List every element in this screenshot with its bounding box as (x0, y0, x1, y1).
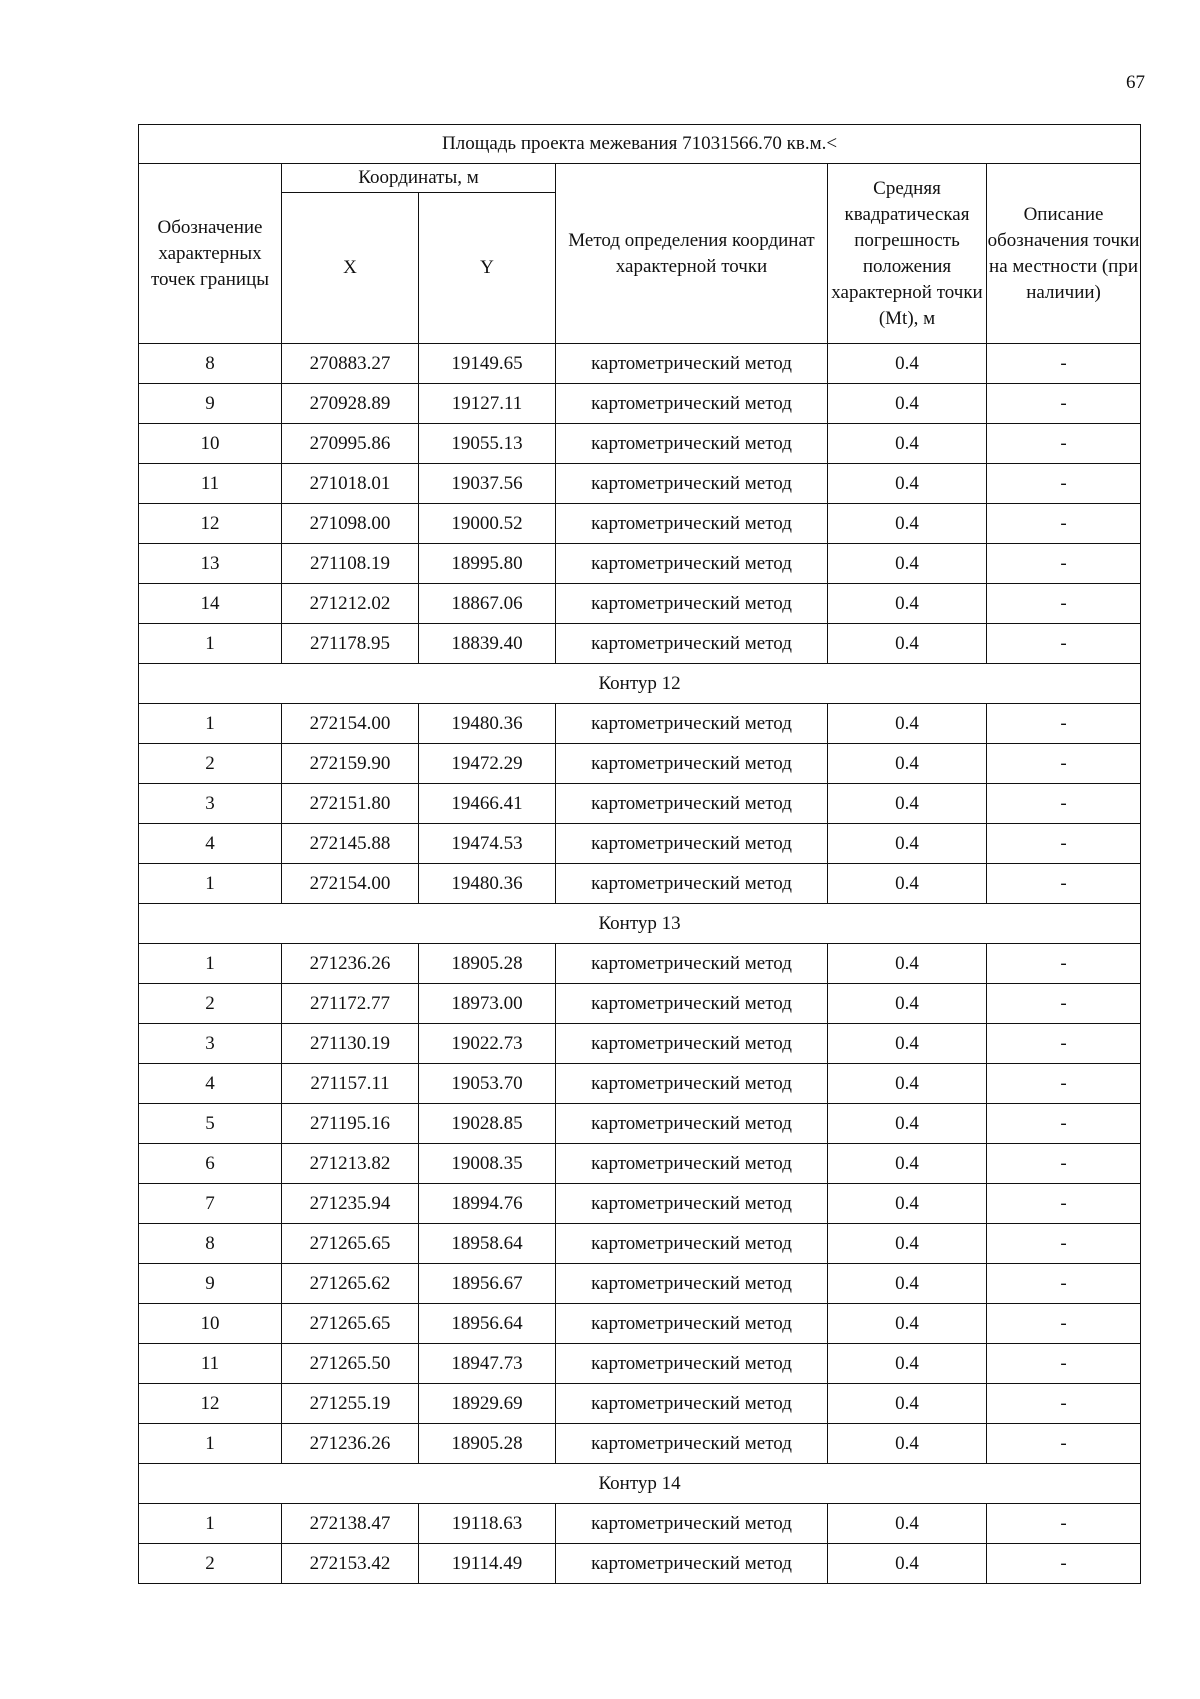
contour-label: Контур 13 (139, 904, 1141, 944)
table-row (139, 1264, 1141, 1304)
method-cell: картометрический метод (556, 1544, 828, 1584)
description-cell: - (987, 1104, 1141, 1144)
description-cell: - (987, 544, 1141, 584)
table-row (139, 344, 1141, 384)
x-coordinate-cell: 272159.90 (282, 744, 419, 784)
method-cell: картометрический метод (556, 824, 828, 864)
error-cell: 0.4 (828, 1424, 987, 1464)
table-row (139, 784, 1141, 824)
table-row (139, 504, 1141, 544)
description-cell: - (987, 624, 1141, 664)
table-row (139, 744, 1141, 784)
x-coordinate-cell: 271098.00 (282, 504, 419, 544)
table-row (139, 1504, 1141, 1544)
x-coordinate-cell: 271235.94 (282, 1184, 419, 1224)
point-number-cell: 9 (139, 384, 282, 424)
method-cell: картометрический метод (556, 944, 828, 984)
table-row (139, 624, 1141, 664)
y-coordinate-cell: 18905.28 (419, 944, 556, 984)
table-row (139, 544, 1141, 584)
point-number-cell: 14 (139, 584, 282, 624)
description-cell: - (987, 864, 1141, 904)
x-coordinate-cell: 271255.19 (282, 1384, 419, 1424)
x-coordinate-cell: 271108.19 (282, 544, 419, 584)
error-cell: 0.4 (828, 544, 987, 584)
x-coordinate-cell: 272138.47 (282, 1504, 419, 1544)
description-cell: - (987, 1344, 1141, 1384)
method-cell: картометрический метод (556, 584, 828, 624)
method-cell: картометрический метод (556, 624, 828, 664)
point-number-cell: 2 (139, 744, 282, 784)
error-cell: 0.4 (828, 1384, 987, 1424)
description-cell: - (987, 824, 1141, 864)
error-cell: 0.4 (828, 1304, 987, 1344)
table-row (139, 384, 1141, 424)
point-number-cell: 8 (139, 344, 282, 384)
point-number-cell: 3 (139, 1024, 282, 1064)
x-coordinate-cell: 271265.50 (282, 1344, 419, 1384)
method-cell: картометрический метод (556, 1144, 828, 1184)
description-cell: - (987, 1544, 1141, 1584)
method-cell: картометрический метод (556, 704, 828, 744)
error-cell: 0.4 (828, 1344, 987, 1384)
contour-label: Контур 14 (139, 1464, 1141, 1504)
y-coordinate-cell: 19149.65 (419, 344, 556, 384)
method-cell: картометрический метод (556, 1384, 828, 1424)
y-coordinate-cell: 19118.63 (419, 1504, 556, 1544)
description-cell: - (987, 1384, 1141, 1424)
y-coordinate-cell: 18995.80 (419, 544, 556, 584)
method-cell: картометрический метод (556, 784, 828, 824)
method-cell: картометрический метод (556, 544, 828, 584)
point-number-cell: 1 (139, 944, 282, 984)
y-coordinate-cell: 18867.06 (419, 584, 556, 624)
error-cell: 0.4 (828, 1184, 987, 1224)
description-cell: - (987, 384, 1141, 424)
method-cell: картометрический метод (556, 1504, 828, 1544)
x-coordinate-cell: 272151.80 (282, 784, 419, 824)
point-number-cell: 12 (139, 1384, 282, 1424)
x-coordinate-cell: 270928.89 (282, 384, 419, 424)
header-x: X (282, 193, 419, 344)
error-cell: 0.4 (828, 704, 987, 744)
y-coordinate-cell: 19000.52 (419, 504, 556, 544)
description-cell: - (987, 1144, 1141, 1184)
x-coordinate-cell: 271213.82 (282, 1144, 419, 1184)
error-cell: 0.4 (828, 1544, 987, 1584)
point-number-cell: 3 (139, 784, 282, 824)
error-cell: 0.4 (828, 1504, 987, 1544)
x-coordinate-cell: 272154.00 (282, 864, 419, 904)
y-coordinate-cell: 19127.11 (419, 384, 556, 424)
description-cell: - (987, 464, 1141, 504)
x-coordinate-cell: 271157.11 (282, 1064, 419, 1104)
y-coordinate-cell: 19053.70 (419, 1064, 556, 1104)
description-cell: - (987, 1224, 1141, 1264)
table-row (139, 1184, 1141, 1224)
table-row (139, 864, 1141, 904)
y-coordinate-cell: 19008.35 (419, 1144, 556, 1184)
x-coordinate-cell: 272145.88 (282, 824, 419, 864)
point-number-cell: 7 (139, 1184, 282, 1224)
header-error: Средняя квадратическая погрешность положения характерной точки (Mt), м (828, 164, 987, 344)
description-cell: - (987, 344, 1141, 384)
error-cell: 0.4 (828, 744, 987, 784)
table-row (139, 584, 1141, 624)
contour-row (139, 664, 1141, 704)
method-cell: картометрический метод (556, 744, 828, 784)
description-cell: - (987, 1024, 1141, 1064)
error-cell: 0.4 (828, 784, 987, 824)
y-coordinate-cell: 19466.41 (419, 784, 556, 824)
y-coordinate-cell: 18905.28 (419, 1424, 556, 1464)
error-cell: 0.4 (828, 584, 987, 624)
error-cell: 0.4 (828, 624, 987, 664)
table-row (139, 1304, 1141, 1344)
point-number-cell: 8 (139, 1224, 282, 1264)
table-row (139, 984, 1141, 1024)
table-row (139, 1544, 1141, 1584)
error-cell: 0.4 (828, 1144, 987, 1184)
table-row (139, 424, 1141, 464)
description-cell: - (987, 1064, 1141, 1104)
y-coordinate-cell: 19028.85 (419, 1104, 556, 1144)
table-title: Площадь проекта межевания 71031566.70 кв.м.< (139, 125, 1141, 164)
error-cell: 0.4 (828, 1024, 987, 1064)
table-row (139, 1424, 1141, 1464)
table-row (139, 1224, 1141, 1264)
point-number-cell: 4 (139, 1064, 282, 1104)
y-coordinate-cell: 19472.29 (419, 744, 556, 784)
header-point: Обозначение характерных точек границы (139, 164, 282, 344)
method-cell: картометрический метод (556, 504, 828, 544)
contour-label: Контур 12 (139, 664, 1141, 704)
error-cell: 0.4 (828, 944, 987, 984)
x-coordinate-cell: 270995.86 (282, 424, 419, 464)
x-coordinate-cell: 271265.65 (282, 1224, 419, 1264)
x-coordinate-cell: 271236.26 (282, 1424, 419, 1464)
description-cell: - (987, 944, 1141, 984)
header-description: Описание обозначения точки на местности (при наличии) (987, 164, 1141, 344)
point-number-cell: 2 (139, 1544, 282, 1584)
table-row (139, 1064, 1141, 1104)
description-cell: - (987, 1264, 1141, 1304)
description-cell: - (987, 424, 1141, 464)
point-number-cell: 10 (139, 1304, 282, 1344)
method-cell: картометрический метод (556, 424, 828, 464)
header-method: Метод определения координат характерной точки (556, 164, 828, 344)
error-cell: 0.4 (828, 864, 987, 904)
description-cell: - (987, 704, 1141, 744)
method-cell: картометрический метод (556, 1224, 828, 1264)
header-y: Y (419, 193, 556, 344)
error-cell: 0.4 (828, 1104, 987, 1144)
error-cell: 0.4 (828, 464, 987, 504)
error-cell: 0.4 (828, 1264, 987, 1304)
y-coordinate-cell: 18839.40 (419, 624, 556, 664)
method-cell: картометрический метод (556, 344, 828, 384)
y-coordinate-cell: 19480.36 (419, 704, 556, 744)
point-number-cell: 5 (139, 1104, 282, 1144)
error-cell: 0.4 (828, 1224, 987, 1264)
description-cell: - (987, 504, 1141, 544)
table-row (139, 824, 1141, 864)
description-cell: - (987, 1504, 1141, 1544)
description-cell: - (987, 984, 1141, 1024)
point-number-cell: 6 (139, 1144, 282, 1184)
x-coordinate-cell: 272153.42 (282, 1544, 419, 1584)
x-coordinate-cell: 271265.65 (282, 1304, 419, 1344)
point-number-cell: 4 (139, 824, 282, 864)
table-row (139, 464, 1141, 504)
x-coordinate-cell: 271265.62 (282, 1264, 419, 1304)
description-cell: - (987, 584, 1141, 624)
method-cell: картометрический метод (556, 1424, 828, 1464)
y-coordinate-cell: 19474.53 (419, 824, 556, 864)
contour-row (139, 1464, 1141, 1504)
point-number-cell: 9 (139, 1264, 282, 1304)
point-number-cell: 10 (139, 424, 282, 464)
table-row (139, 1144, 1141, 1184)
y-coordinate-cell: 19055.13 (419, 424, 556, 464)
x-coordinate-cell: 271172.77 (282, 984, 419, 1024)
table-row (139, 1344, 1141, 1384)
method-cell: картометрический метод (556, 384, 828, 424)
table-row (139, 1024, 1141, 1064)
x-coordinate-cell: 271178.95 (282, 624, 419, 664)
y-coordinate-cell: 19480.36 (419, 864, 556, 904)
method-cell: картометрический метод (556, 1104, 828, 1144)
point-number-cell: 1 (139, 624, 282, 664)
point-number-cell: 1 (139, 864, 282, 904)
description-cell: - (987, 744, 1141, 784)
y-coordinate-cell: 18929.69 (419, 1384, 556, 1424)
y-coordinate-cell: 18947.73 (419, 1344, 556, 1384)
point-number-cell: 11 (139, 1344, 282, 1384)
x-coordinate-cell: 271018.01 (282, 464, 419, 504)
method-cell: картометрический метод (556, 1064, 828, 1104)
method-cell: картометрический метод (556, 1344, 828, 1384)
x-coordinate-cell: 272154.00 (282, 704, 419, 744)
y-coordinate-cell: 19114.49 (419, 1544, 556, 1584)
table-row (139, 1104, 1141, 1144)
y-coordinate-cell: 19022.73 (419, 1024, 556, 1064)
x-coordinate-cell: 271236.26 (282, 944, 419, 984)
error-cell: 0.4 (828, 424, 987, 464)
y-coordinate-cell: 19037.56 (419, 464, 556, 504)
point-number-cell: 2 (139, 984, 282, 1024)
description-cell: - (987, 1304, 1141, 1344)
x-coordinate-cell: 271130.19 (282, 1024, 419, 1064)
point-number-cell: 1 (139, 704, 282, 744)
description-cell: - (987, 1424, 1141, 1464)
point-number-cell: 11 (139, 464, 282, 504)
y-coordinate-cell: 18973.00 (419, 984, 556, 1024)
y-coordinate-cell: 18994.76 (419, 1184, 556, 1224)
method-cell: картометрический метод (556, 1184, 828, 1224)
point-number-cell: 1 (139, 1504, 282, 1544)
header-coordinates: Координаты, м (282, 164, 556, 193)
method-cell: картометрический метод (556, 1264, 828, 1304)
table-row (139, 704, 1141, 744)
x-coordinate-cell: 270883.27 (282, 344, 419, 384)
table-row (139, 1384, 1141, 1424)
boundary-points-table (138, 124, 1141, 1584)
method-cell: картометрический метод (556, 1024, 828, 1064)
contour-row (139, 904, 1141, 944)
error-cell: 0.4 (828, 824, 987, 864)
error-cell: 0.4 (828, 384, 987, 424)
x-coordinate-cell: 271195.16 (282, 1104, 419, 1144)
y-coordinate-cell: 18958.64 (419, 1224, 556, 1264)
table-row (139, 944, 1141, 984)
page-number: 67 (1126, 72, 1145, 93)
error-cell: 0.4 (828, 504, 987, 544)
method-cell: картометрический метод (556, 1304, 828, 1344)
point-number-cell: 12 (139, 504, 282, 544)
x-coordinate-cell: 271212.02 (282, 584, 419, 624)
description-cell: - (987, 784, 1141, 824)
method-cell: картометрический метод (556, 984, 828, 1024)
y-coordinate-cell: 18956.67 (419, 1264, 556, 1304)
point-number-cell: 13 (139, 544, 282, 584)
method-cell: картометрический метод (556, 464, 828, 504)
error-cell: 0.4 (828, 984, 987, 1024)
method-cell: картометрический метод (556, 864, 828, 904)
error-cell: 0.4 (828, 1064, 987, 1104)
point-number-cell: 1 (139, 1424, 282, 1464)
error-cell: 0.4 (828, 344, 987, 384)
table-body (139, 344, 1141, 1584)
y-coordinate-cell: 18956.64 (419, 1304, 556, 1344)
description-cell: - (987, 1184, 1141, 1224)
